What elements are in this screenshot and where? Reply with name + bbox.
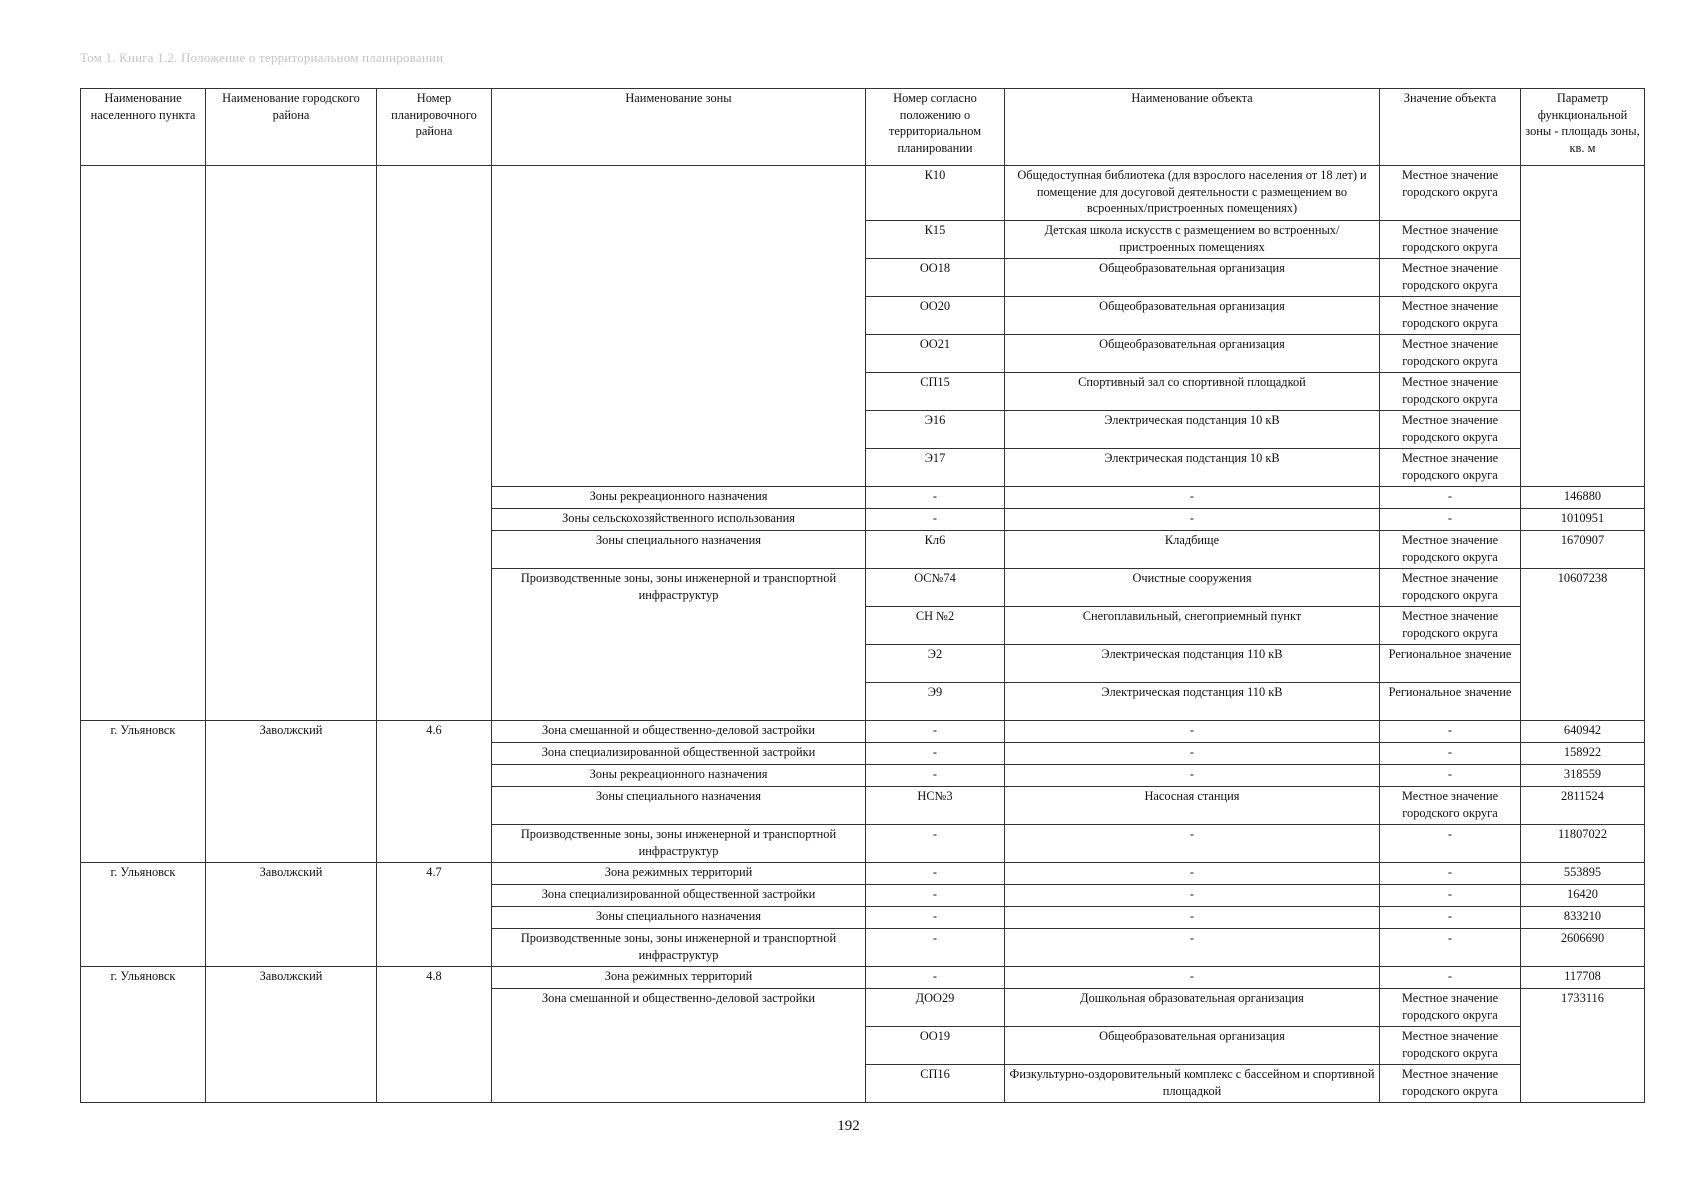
object-number-cell: ОО21 <box>866 335 1005 373</box>
significance-cell: - <box>1380 907 1521 929</box>
significance-cell: - <box>1380 929 1521 967</box>
significance-cell: - <box>1380 967 1521 989</box>
object-name-cell: - <box>1005 721 1380 743</box>
object-number-cell: ОО20 <box>866 297 1005 335</box>
significance-cell: Местное значение городского округа <box>1380 787 1521 825</box>
table-row <box>81 863 1645 885</box>
object-name-cell: Общеобразовательная организация <box>1005 335 1380 373</box>
object-number-cell: - <box>866 907 1005 929</box>
zone-cell: Зона специализированной общественной застройки <box>492 885 866 907</box>
settlement-cell: г. Ульяновск <box>81 721 206 863</box>
object-name-cell: Электрическая подстанция 110 кВ <box>1005 683 1380 721</box>
running-header: Том 1. Книга 1.2. Положение о территориальном планировании <box>80 50 444 65</box>
area-cell: 1733116 <box>1521 989 1645 1103</box>
area-cell: 10607238 <box>1521 569 1645 721</box>
col-header-area: Параметр функциональной зоны - площадь зоны, кв. м <box>1521 89 1645 166</box>
significance-cell: Местное значение городского округа <box>1380 1027 1521 1065</box>
col-header-planning-district: Номер планировочного района <box>377 89 492 166</box>
object-name-cell: Кладбище <box>1005 531 1380 569</box>
table-row <box>81 721 1645 743</box>
zone-cell: Зоны специального назначения <box>492 907 866 929</box>
col-header-zone: Наименование зоны <box>492 89 866 166</box>
zone-cell: Зона смешанной и общественно-деловой застройки <box>492 989 866 1103</box>
object-name-cell: - <box>1005 863 1380 885</box>
zones-table <box>80 88 1645 1103</box>
object-number-cell: - <box>866 863 1005 885</box>
significance-cell: Местное значение городского округа <box>1380 297 1521 335</box>
significance-cell: - <box>1380 863 1521 885</box>
significance-cell: Местное значение городского округа <box>1380 449 1521 487</box>
significance-cell: - <box>1380 509 1521 531</box>
object-name-cell: - <box>1005 743 1380 765</box>
object-name-cell: - <box>1005 929 1380 967</box>
object-name-cell: Общеобразовательная организация <box>1005 1027 1380 1065</box>
object-number-cell: - <box>866 487 1005 509</box>
object-name-cell: Детская школа искусств с размещением во встроенных/пристроенных помещениях <box>1005 221 1380 259</box>
significance-cell: Местное значение городского округа <box>1380 166 1521 221</box>
table-header-row <box>81 89 1645 166</box>
object-name-cell: - <box>1005 825 1380 863</box>
object-name-cell: Общедоступная библиотека (для взрослого населения от 18 лет) и помещение для досуговой деятельности с размещением во всроенных/пристроенных помещениях) <box>1005 166 1380 221</box>
significance-cell: - <box>1380 743 1521 765</box>
zone-cell: Зона режимных территорий <box>492 967 866 989</box>
col-header-settlement: Наименование населенного пункта <box>81 89 206 166</box>
object-name-cell: - <box>1005 907 1380 929</box>
area-cell: 2606690 <box>1521 929 1645 967</box>
table-row <box>81 967 1645 989</box>
object-number-cell: ОО18 <box>866 259 1005 297</box>
significance-cell: - <box>1380 487 1521 509</box>
significance-cell: Местное значение городского округа <box>1380 989 1521 1027</box>
significance-cell: Местное значение городского округа <box>1380 1065 1521 1103</box>
object-name-cell: Физкультурно-оздоровительный комплекс с бассейном и спортивной площадкой <box>1005 1065 1380 1103</box>
col-header-number: Номер согласно положению о территориальном планировании <box>866 89 1005 166</box>
significance-cell: Местное значение городского округа <box>1380 335 1521 373</box>
object-number-cell: - <box>866 721 1005 743</box>
area-cell: 2811524 <box>1521 787 1645 825</box>
significance-cell: Местное значение городского округа <box>1380 221 1521 259</box>
planning-district-cell: 4.8 <box>377 967 492 1103</box>
significance-cell: Местное значение городского округа <box>1380 607 1521 645</box>
significance-cell: Местное значение городского округа <box>1380 411 1521 449</box>
significance-cell: - <box>1380 765 1521 787</box>
zone-cell: Зоны рекреационного назначения <box>492 487 866 509</box>
zone-cell <box>492 166 866 487</box>
area-cell: 11807022 <box>1521 825 1645 863</box>
col-header-district: Наименование городского района <box>206 89 377 166</box>
object-number-cell: СП16 <box>866 1065 1005 1103</box>
object-number-cell: Э17 <box>866 449 1005 487</box>
area-cell: 1010951 <box>1521 509 1645 531</box>
area-cell: 146880 <box>1521 487 1645 509</box>
district-cell: Заволжский <box>206 721 377 863</box>
object-name-cell: Общеобразовательная организация <box>1005 259 1380 297</box>
zone-cell: Зона специализированной общественной застройки <box>492 743 866 765</box>
significance-cell: Местное значение городского округа <box>1380 373 1521 411</box>
settlement-cell <box>81 166 206 721</box>
district-cell <box>206 166 377 721</box>
object-name-cell: Электрическая подстанция 10 кВ <box>1005 411 1380 449</box>
settlement-cell: г. Ульяновск <box>81 863 206 967</box>
significance-cell: Местное значение городского округа <box>1380 531 1521 569</box>
significance-cell: - <box>1380 885 1521 907</box>
object-name-cell: - <box>1005 765 1380 787</box>
object-name-cell: Спортивный зал со спортивной площадкой <box>1005 373 1380 411</box>
object-number-cell: Э16 <box>866 411 1005 449</box>
object-number-cell: - <box>866 929 1005 967</box>
object-number-cell: - <box>866 509 1005 531</box>
area-cell <box>1521 166 1645 487</box>
area-cell: 117708 <box>1521 967 1645 989</box>
zone-cell: Зона смешанной и общественно-деловой застройки <box>492 721 866 743</box>
object-number-cell: Э9 <box>866 683 1005 721</box>
zone-cell: Зона режимных территорий <box>492 863 866 885</box>
object-name-cell: Очистные сооружения <box>1005 569 1380 607</box>
significance-cell: - <box>1380 825 1521 863</box>
district-cell: Заволжский <box>206 967 377 1103</box>
district-cell: Заволжский <box>206 863 377 967</box>
col-header-object: Наименование объекта <box>1005 89 1380 166</box>
area-cell: 158922 <box>1521 743 1645 765</box>
object-number-cell: Э2 <box>866 645 1005 683</box>
significance-cell: Местное значение городского округа <box>1380 259 1521 297</box>
zone-cell: Производственные зоны, зоны инженерной и транспортной инфраструктур <box>492 569 866 721</box>
object-name-cell: Общеобразовательная организация <box>1005 297 1380 335</box>
object-name-cell: Электрическая подстанция 10 кВ <box>1005 449 1380 487</box>
area-cell: 1670907 <box>1521 531 1645 569</box>
table-row <box>81 166 1645 221</box>
object-number-cell: - <box>866 765 1005 787</box>
zone-cell: Зоны специального назначения <box>492 787 866 825</box>
object-number-cell: СП15 <box>866 373 1005 411</box>
area-cell: 553895 <box>1521 863 1645 885</box>
zone-cell: Зоны специального назначения <box>492 531 866 569</box>
significance-cell: Региональное значение <box>1380 645 1521 683</box>
object-number-cell: - <box>866 885 1005 907</box>
area-cell: 318559 <box>1521 765 1645 787</box>
object-name-cell: - <box>1005 967 1380 989</box>
significance-cell: Местное значение городского округа <box>1380 569 1521 607</box>
object-number-cell: ОО19 <box>866 1027 1005 1065</box>
object-number-cell: - <box>866 825 1005 863</box>
settlement-cell: г. Ульяновск <box>81 967 206 1103</box>
object-name-cell: Электрическая подстанция 110 кВ <box>1005 645 1380 683</box>
col-header-significance: Значение объекта <box>1380 89 1521 166</box>
object-name-cell: Дошкольная образовательная организация <box>1005 989 1380 1027</box>
object-name-cell: Насосная станция <box>1005 787 1380 825</box>
object-number-cell: К10 <box>866 166 1005 221</box>
object-number-cell: - <box>866 743 1005 765</box>
object-number-cell: Кл6 <box>866 531 1005 569</box>
object-name-cell: Снегоплавильный, снегоприемный пункт <box>1005 607 1380 645</box>
object-name-cell: - <box>1005 885 1380 907</box>
planning-district-cell: 4.6 <box>377 721 492 863</box>
zone-cell: Зоны рекреационного назначения <box>492 765 866 787</box>
object-number-cell: НС№3 <box>866 787 1005 825</box>
area-cell: 833210 <box>1521 907 1645 929</box>
area-cell: 640942 <box>1521 721 1645 743</box>
object-number-cell: ДОО29 <box>866 989 1005 1027</box>
planning-district-cell <box>377 166 492 721</box>
significance-cell: Региональное значение <box>1380 683 1521 721</box>
object-number-cell: К15 <box>866 221 1005 259</box>
area-cell: 16420 <box>1521 885 1645 907</box>
page-number: 192 <box>837 1118 860 1134</box>
zone-cell: Производственные зоны, зоны инженерной и транспортной инфраструктур <box>492 929 866 967</box>
object-number-cell: СН №2 <box>866 607 1005 645</box>
zone-cell: Производственные зоны, зоны инженерной и транспортной инфраструктур <box>492 825 866 863</box>
significance-cell: - <box>1380 721 1521 743</box>
object-name-cell: - <box>1005 509 1380 531</box>
zone-cell: Зоны сельскохозяйственного использования <box>492 509 866 531</box>
planning-district-cell: 4.7 <box>377 863 492 967</box>
object-number-cell: - <box>866 967 1005 989</box>
object-number-cell: ОС№74 <box>866 569 1005 607</box>
object-name-cell: - <box>1005 487 1380 509</box>
